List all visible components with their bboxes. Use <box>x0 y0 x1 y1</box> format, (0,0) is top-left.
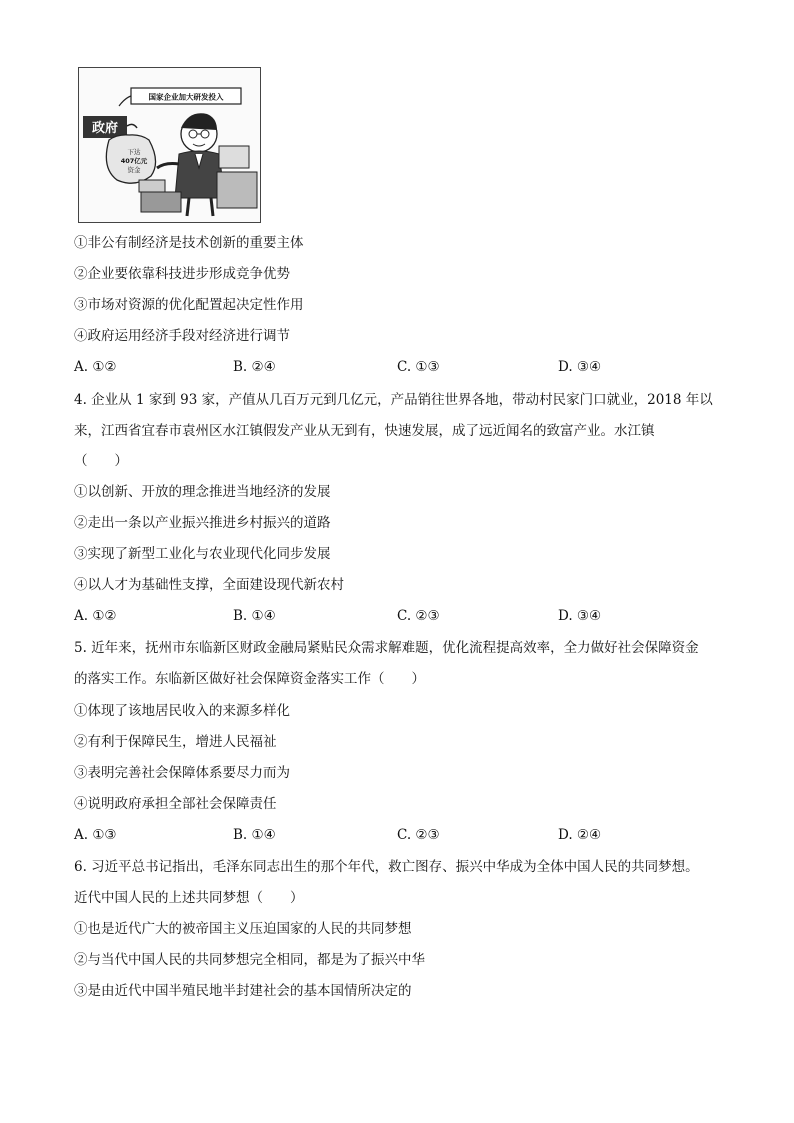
q4-option-c: C. ②③ <box>397 608 440 624</box>
q3-option-d: D. ③④ <box>558 359 602 375</box>
q5-option-b: B. ①④ <box>233 827 276 843</box>
q4-option-a: A. ①② <box>74 608 117 624</box>
q3-item-2: ②企业要依靠科技进步形成竞争优势 <box>74 266 290 282</box>
q4-item-1: ①以创新、开放的理念推进当地经济的发展 <box>74 484 331 500</box>
q5-stem-line1: 5. 近年来，抚州市东临新区财政金融局紧贴民众需求解难题，优化流程提高效率，全力做好社会保障资金 <box>74 640 699 656</box>
arrow-icon <box>119 96 131 106</box>
q4-option-b: B. ①④ <box>233 608 276 624</box>
government-sign-text: 政府 <box>91 121 119 136</box>
q5-item-2: ②有利于保障民生，增进人民福祉 <box>74 734 277 750</box>
svg-text:下达: 下达 <box>127 148 141 156</box>
q5-option-d: D. ②④ <box>558 827 602 843</box>
q5-option-a: A. ①③ <box>74 827 117 843</box>
q6-item-1: ①也是近代广大的被帝国主义压迫国家的人民的共同梦想 <box>74 921 412 937</box>
q6-item-3: ③是由近代中国半殖民地半封建社会的基本国情所决定的 <box>74 983 412 999</box>
q3-option-a: A. ①② <box>74 359 117 375</box>
q3-item-1: ①非公有制经济是技术创新的重要主体 <box>74 235 304 251</box>
telephone-icon <box>139 180 165 192</box>
q3-item-3: ③市场对资源的优化配置起决定性作用 <box>74 297 304 313</box>
q4-item-4: ④以人才为基础性支撑，全面建设现代新农村 <box>74 577 344 593</box>
q4-stem-line3: （ ） <box>74 453 128 469</box>
q6-item-2: ②与当代中国人民的共同梦想完全相同，都是为了振兴中华 <box>74 952 425 968</box>
q5-stem-line2: 的落实工作。东临新区做好社会保障资金落实工作（ ） <box>74 671 425 687</box>
q5-item-4: ④说明政府承担全部社会保障责任 <box>74 796 277 812</box>
q5-option-c: C. ②③ <box>397 827 440 843</box>
svg-text:407亿元: 407亿元 <box>120 157 148 165</box>
q4-item-3: ③实现了新型工业化与农业现代化同步发展 <box>74 546 331 562</box>
q5-item-1: ①体现了该地居民收入的来源多样化 <box>74 703 290 719</box>
q4-stem-line2: 来，江西省宜春市袁州区水江镇假发产业从无到有，快速发展，成了远近闻名的致富产业。水江镇 <box>74 423 655 439</box>
desk <box>217 172 257 208</box>
q5-item-3: ③表明完善社会保障体系要尽力而为 <box>74 765 290 781</box>
cartoon-illustration <box>78 67 261 223</box>
q3-item-4: ④政府运用经济手段对经济进行调节 <box>74 328 290 344</box>
q6-stem-line1: 6. 习近平总书记指出，毛泽东同志出生的那个年代，救亡图存、振兴中华成为全体中国人民的共同梦想。 <box>74 859 699 875</box>
banner-text: 国家企业加大研发投入 <box>148 92 224 102</box>
q3-option-c: C. ①③ <box>397 359 440 375</box>
svg-text:资金: 资金 <box>127 166 141 174</box>
q4-option-d: D. ③④ <box>558 608 602 624</box>
q4-item-2: ②走出一条以产业振兴推进乡村振兴的道路 <box>74 515 331 531</box>
q6-stem-line2: 近代中国人民的上述共同梦想（ ） <box>74 890 304 906</box>
q3-option-b: B. ②④ <box>233 359 276 375</box>
q4-stem-line1: 4. 企业从 1 家到 93 家，产值从几百万元到几亿元，产品销往世界各地，带动村民家门口就业，2018 年以 <box>74 392 713 408</box>
computer-monitor-icon <box>219 146 249 168</box>
